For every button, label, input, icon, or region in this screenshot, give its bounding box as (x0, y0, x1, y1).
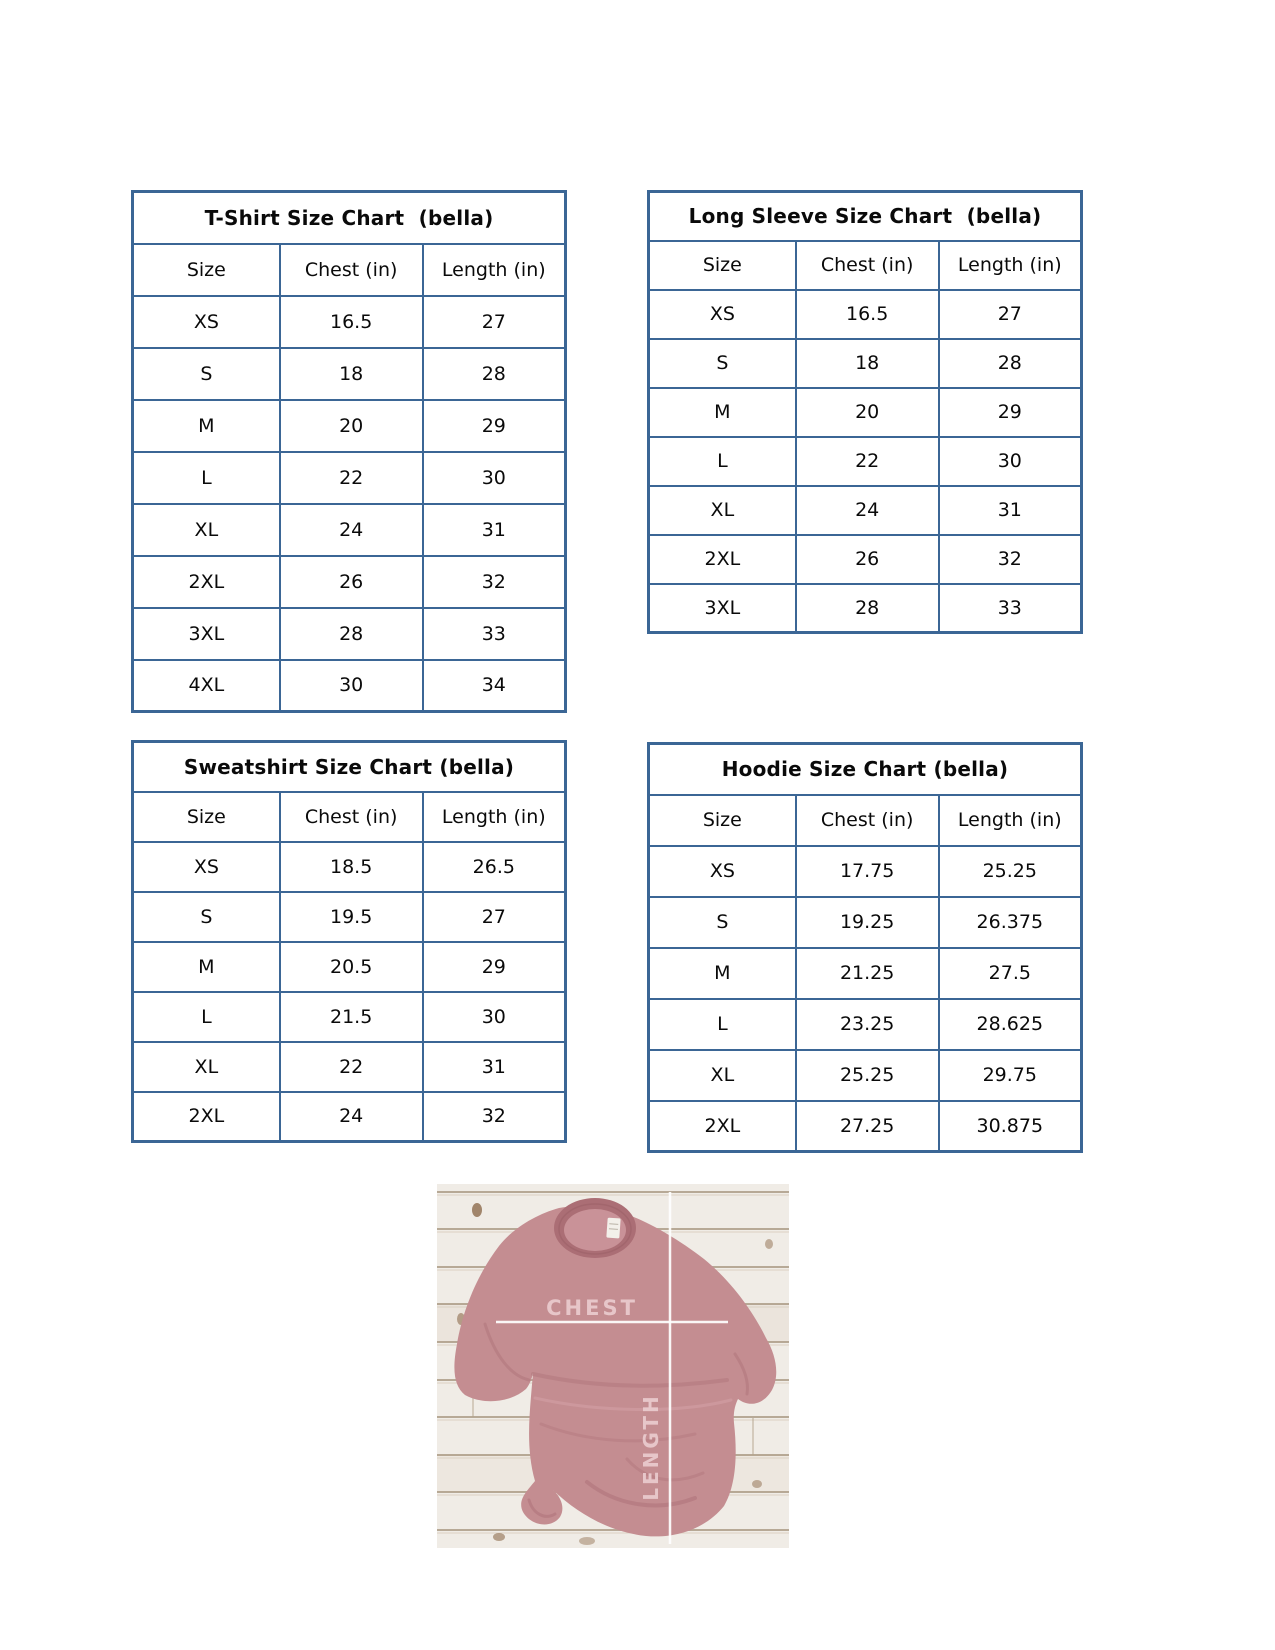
size-cell: 2XL (133, 1092, 280, 1142)
size-cell: 4XL (133, 660, 280, 712)
column-header-length: Length (in) (939, 241, 1082, 290)
table-row (133, 400, 566, 452)
size-cell: XL (133, 1042, 280, 1092)
chest-cell: 27.25 (796, 1101, 939, 1152)
length-cell: 31 (939, 486, 1082, 535)
chest-cell: 23.25 (796, 999, 939, 1050)
chest-cell: 25.25 (796, 1050, 939, 1101)
table-row (133, 992, 566, 1042)
tshirt-size-chart-table (131, 190, 567, 713)
table-row (649, 535, 1082, 584)
chest-cell: 28 (796, 584, 939, 633)
length-cell: 27 (423, 296, 566, 348)
table-row (133, 842, 566, 892)
length-cell: 27.5 (939, 948, 1082, 999)
table-row (133, 1092, 566, 1142)
table-title-row (649, 192, 1082, 241)
table-title-row (133, 192, 566, 244)
table-row (649, 1050, 1082, 1101)
table-row (649, 948, 1082, 999)
chest-cell: 19.25 (796, 897, 939, 948)
table-row (649, 486, 1082, 535)
size-cell: L (649, 437, 796, 486)
table-title-row (649, 744, 1082, 795)
long-sleeve-table-title: Long Sleeve Size Chart (bella) (649, 192, 1082, 241)
chest-cell: 16.5 (796, 290, 939, 339)
chest-cell: 18 (280, 348, 423, 400)
size-cell: XS (649, 290, 796, 339)
column-header-size: Size (649, 241, 796, 290)
column-header-chest: Chest (in) (796, 241, 939, 290)
chest-cell: 22 (796, 437, 939, 486)
length-cell: 30 (939, 437, 1082, 486)
column-header-length: Length (in) (423, 792, 566, 842)
chest-cell: 22 (280, 452, 423, 504)
chest-cell: 18 (796, 339, 939, 388)
size-cell: S (649, 897, 796, 948)
size-cell: M (649, 388, 796, 437)
size-cell: XL (133, 504, 280, 556)
chest-cell: 22 (280, 1042, 423, 1092)
length-cell: 29 (423, 942, 566, 992)
length-cell: 29 (423, 400, 566, 452)
chest-cell: 21.5 (280, 992, 423, 1042)
hoodie-table-title: Hoodie Size Chart (bella) (649, 744, 1082, 795)
table-row (649, 290, 1082, 339)
size-cell: S (133, 892, 280, 942)
size-cell: 3XL (649, 584, 796, 633)
size-cell: S (133, 348, 280, 400)
size-cell: 3XL (133, 608, 280, 660)
length-cell: 30.875 (939, 1101, 1082, 1152)
chest-cell: 20 (280, 400, 423, 452)
length-cell: 29 (939, 388, 1082, 437)
table-row (649, 388, 1082, 437)
chest-cell: 26 (280, 556, 423, 608)
length-cell: 28.625 (939, 999, 1082, 1050)
tshirt-table-title: T-Shirt Size Chart (bella) (133, 192, 566, 244)
length-cell: 33 (423, 608, 566, 660)
length-cell: 27 (939, 290, 1082, 339)
size-cell: 2XL (649, 1101, 796, 1152)
sweatshirt-table-title: Sweatshirt Size Chart (bella) (133, 742, 566, 792)
size-cell: XS (133, 296, 280, 348)
table-row (649, 339, 1082, 388)
sweatshirt-size-chart-table (131, 740, 567, 1143)
length-cell: 26.5 (423, 842, 566, 892)
chest-cell: 16.5 (280, 296, 423, 348)
size-cell: L (133, 992, 280, 1042)
size-cell: XL (649, 486, 796, 535)
length-cell: 32 (939, 535, 1082, 584)
length-cell: 32 (423, 1092, 566, 1142)
column-header-length: Length (in) (423, 244, 566, 296)
table-row (133, 942, 566, 992)
table-row (133, 296, 566, 348)
chest-cell: 18.5 (280, 842, 423, 892)
chest-cell: 24 (280, 504, 423, 556)
table-row (133, 348, 566, 400)
size-cell: XL (649, 1050, 796, 1101)
size-cell: 2XL (133, 556, 280, 608)
column-header-chest: Chest (in) (280, 792, 423, 842)
size-cell: XS (133, 842, 280, 892)
table-row (133, 892, 566, 942)
table-row (649, 584, 1082, 633)
table-row (133, 1042, 566, 1092)
length-cell: 25.25 (939, 846, 1082, 897)
size-cell: XS (649, 846, 796, 897)
table-row (133, 556, 566, 608)
length-cell: 27 (423, 892, 566, 942)
size-cell: M (649, 948, 796, 999)
length-cell: 31 (423, 504, 566, 556)
table-header-row (133, 792, 566, 842)
length-cell: 28 (939, 339, 1082, 388)
size-cell: 2XL (649, 535, 796, 584)
table-title-row (133, 742, 566, 792)
chest-cell: 24 (796, 486, 939, 535)
chest-cell: 19.5 (280, 892, 423, 942)
table-row (649, 846, 1082, 897)
length-cell: 26.375 (939, 897, 1082, 948)
table-row (649, 1101, 1082, 1152)
length-cell: 28 (423, 348, 566, 400)
column-header-size: Size (649, 795, 796, 846)
chest-cell: 21.25 (796, 948, 939, 999)
length-cell: 30 (423, 992, 566, 1042)
column-header-length: Length (in) (939, 795, 1082, 846)
table-row (649, 437, 1082, 486)
tshirt-measurement-photo (437, 1184, 789, 1548)
column-header-chest: Chest (in) (280, 244, 423, 296)
table-row (649, 897, 1082, 948)
size-cell: L (133, 452, 280, 504)
length-cell: 31 (423, 1042, 566, 1092)
neck-tag (606, 1218, 620, 1239)
table-row (133, 608, 566, 660)
length-cell: 34 (423, 660, 566, 712)
chest-cell: 30 (280, 660, 423, 712)
chest-cell: 26 (796, 535, 939, 584)
chest-cell: 17.75 (796, 846, 939, 897)
column-header-size: Size (133, 244, 280, 296)
table-row (133, 660, 566, 712)
length-cell: 33 (939, 584, 1082, 633)
table-header-row (649, 795, 1082, 846)
column-header-chest: Chest (in) (796, 795, 939, 846)
length-cell: 30 (423, 452, 566, 504)
table-row (133, 504, 566, 556)
size-cell: M (133, 400, 280, 452)
table-row (649, 999, 1082, 1050)
chest-cell: 24 (280, 1092, 423, 1142)
length-cell: 29.75 (939, 1050, 1082, 1101)
table-row (133, 452, 566, 504)
chest-cell: 28 (280, 608, 423, 660)
chest-cell: 20.5 (280, 942, 423, 992)
hoodie-size-chart-table (647, 742, 1083, 1153)
size-cell: S (649, 339, 796, 388)
table-header-row (133, 244, 566, 296)
chest-cell: 20 (796, 388, 939, 437)
long-sleeve-size-chart-table (647, 190, 1083, 634)
length-label: LENGTH (639, 1393, 663, 1501)
column-header-size: Size (133, 792, 280, 842)
length-cell: 32 (423, 556, 566, 608)
size-cell: M (133, 942, 280, 992)
table-header-row (649, 241, 1082, 290)
chest-label: CHEST (546, 1296, 638, 1320)
size-cell: L (649, 999, 796, 1050)
